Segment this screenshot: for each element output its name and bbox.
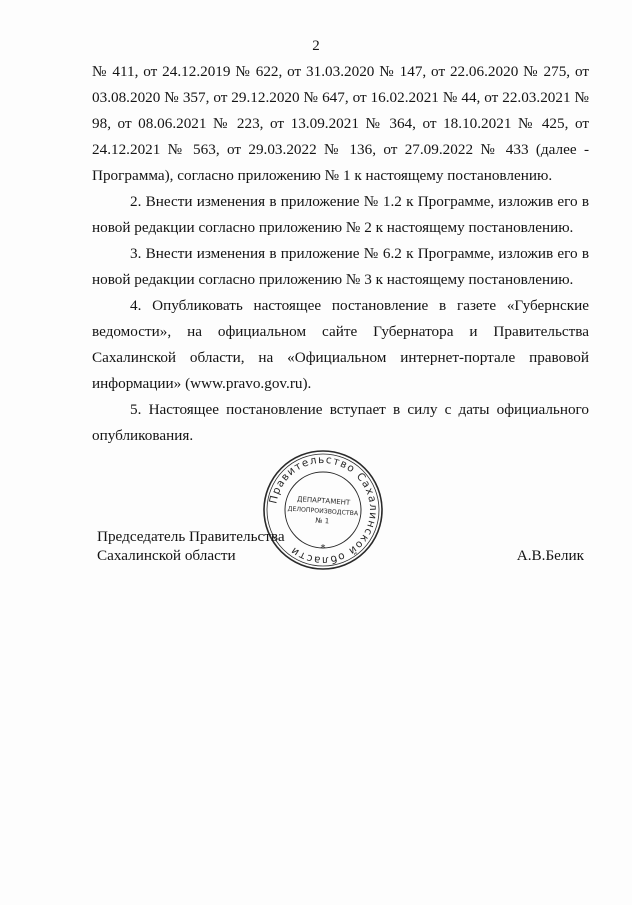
paragraph-continuation: № 411, от 24.12.2019 № 622, от 31.03.2020 № 147, от 22.06.2020 № 275, от 03.08.2020 № 357, от 29.12.2020 № 647, от 16.02.2021 № 44, от 22.03.2021 № 98, от 08.06.2021 № 223, от 13.09.2021 № 364, от 18.10.2021 № 425, от 24.12.2021 № 563, от 29.03.2022 № 136, от 27.09.2022 № 433 (далее - Программа), согласно приложению № 1 к настоящему постановлению. — [92, 63, 589, 184]
document-body — [92, 59, 589, 449]
svg-text:*: * — [320, 543, 326, 554]
seal-center-line-3: № 1 — [314, 516, 330, 526]
seal-ring-text: Правительство Сахалинской области — [267, 453, 380, 567]
signatory-position — [97, 527, 285, 565]
seal-center-line-2: ДЕЛОПРОИЗВОДСТВА — [287, 505, 359, 518]
paragraph-item-5: 5. Настоящее постановление вступает в силу с даты официального опубликования. — [92, 401, 589, 444]
paragraph-item-4: 4. Опубликовать настоящее постановление в газете «Губернские ведомости», на официальном сайте Губернатора и Правительства Сахалинской области, на «Официальном интернет-портале правовой информации» (www.pravo.gov.ru). — [92, 297, 589, 392]
signatory-position-line-2: Сахалинской области — [97, 547, 236, 564]
paragraph-item-2: 2. Внести изменения в приложение № 1.2 к Программе, изложив его в новой редакции согласно приложению № 2 к настоящему постановлению. — [92, 193, 589, 236]
paragraph-item-3: 3. Внести изменения в приложение № 6.2 к Программе, изложив его в новой редакции согласно приложению № 3 к настоящему постановлению. — [92, 245, 589, 288]
signatory-position-line-1: Председатель Правительства — [97, 528, 285, 545]
signatory-name: А.В.Белик — [516, 547, 584, 564]
seal-center-line-1: ДЕПАРТАМЕНТ — [296, 495, 351, 507]
page-number: 2 — [312, 38, 320, 54]
